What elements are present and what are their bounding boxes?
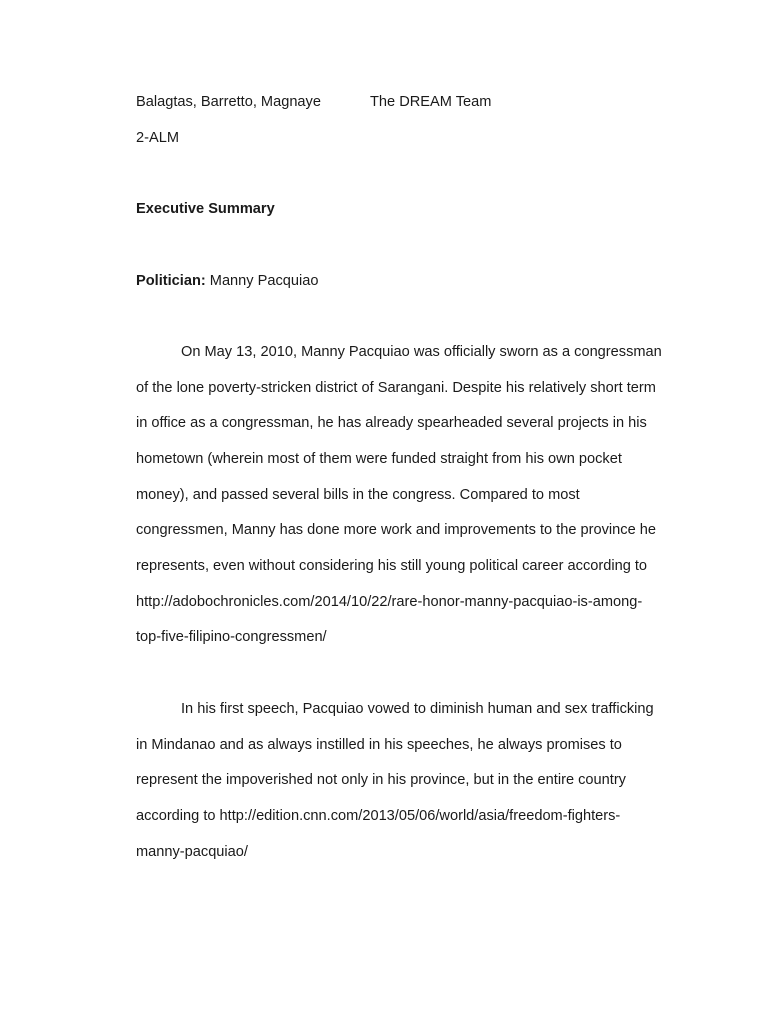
paragraph-1-line: of the lone poverty-stricken district of Sarangani. Despite his relatively short term xyxy=(136,380,656,396)
paragraph-1-line: On May 13, 2010, Manny Pacquiao was officially sworn as a congressman xyxy=(181,344,662,360)
politician-label: Politician: xyxy=(136,273,206,289)
author-names: Balagtas, Barretto, Magnaye xyxy=(136,94,321,110)
document-title: Executive Summary xyxy=(136,201,275,217)
politician-line xyxy=(136,272,319,290)
class-section: 2-ALM xyxy=(136,130,179,146)
paragraph-2-line: represent the impoverished not only in his province, but in the entire country xyxy=(136,772,626,788)
paragraph-1-line: represents, even without considering his still young political career according to xyxy=(136,558,648,574)
team-name: The DREAM Team xyxy=(370,94,492,110)
paragraph-2-line: in Mindanao and as always instilled in his speeches, he always promises to xyxy=(136,737,622,753)
paragraph-1-url-line: http://adobochronicles.com/2014/10/22/rare-honor-manny-pacquiao-is-among- xyxy=(136,594,643,610)
paragraph-2-line: In his first speech, Pacquiao vowed to diminish human and sex trafficking xyxy=(181,701,654,717)
paragraph-1-line: money), and passed several bills in the congress. Compared to most xyxy=(136,487,580,503)
paragraph-1-line: hometown (wherein most of them were funded straight from his own pocket xyxy=(136,451,622,467)
paragraph-1-url-line: top-five-filipino-congressmen/ xyxy=(136,629,327,645)
politician-name: Manny Pacquiao xyxy=(205,273,319,289)
paragraph-1-line: in office as a congressman, he has already spearheaded several projects in his xyxy=(136,415,647,431)
paragraph-2-url-line: according to http://edition.cnn.com/2013/05/06/world/asia/freedom-fighters- xyxy=(136,808,621,824)
paragraph-2-url-line: manny-pacquiao/ xyxy=(136,844,248,860)
paragraph-1-line: congressmen, Manny has done more work and improvements to the province he xyxy=(136,522,656,538)
